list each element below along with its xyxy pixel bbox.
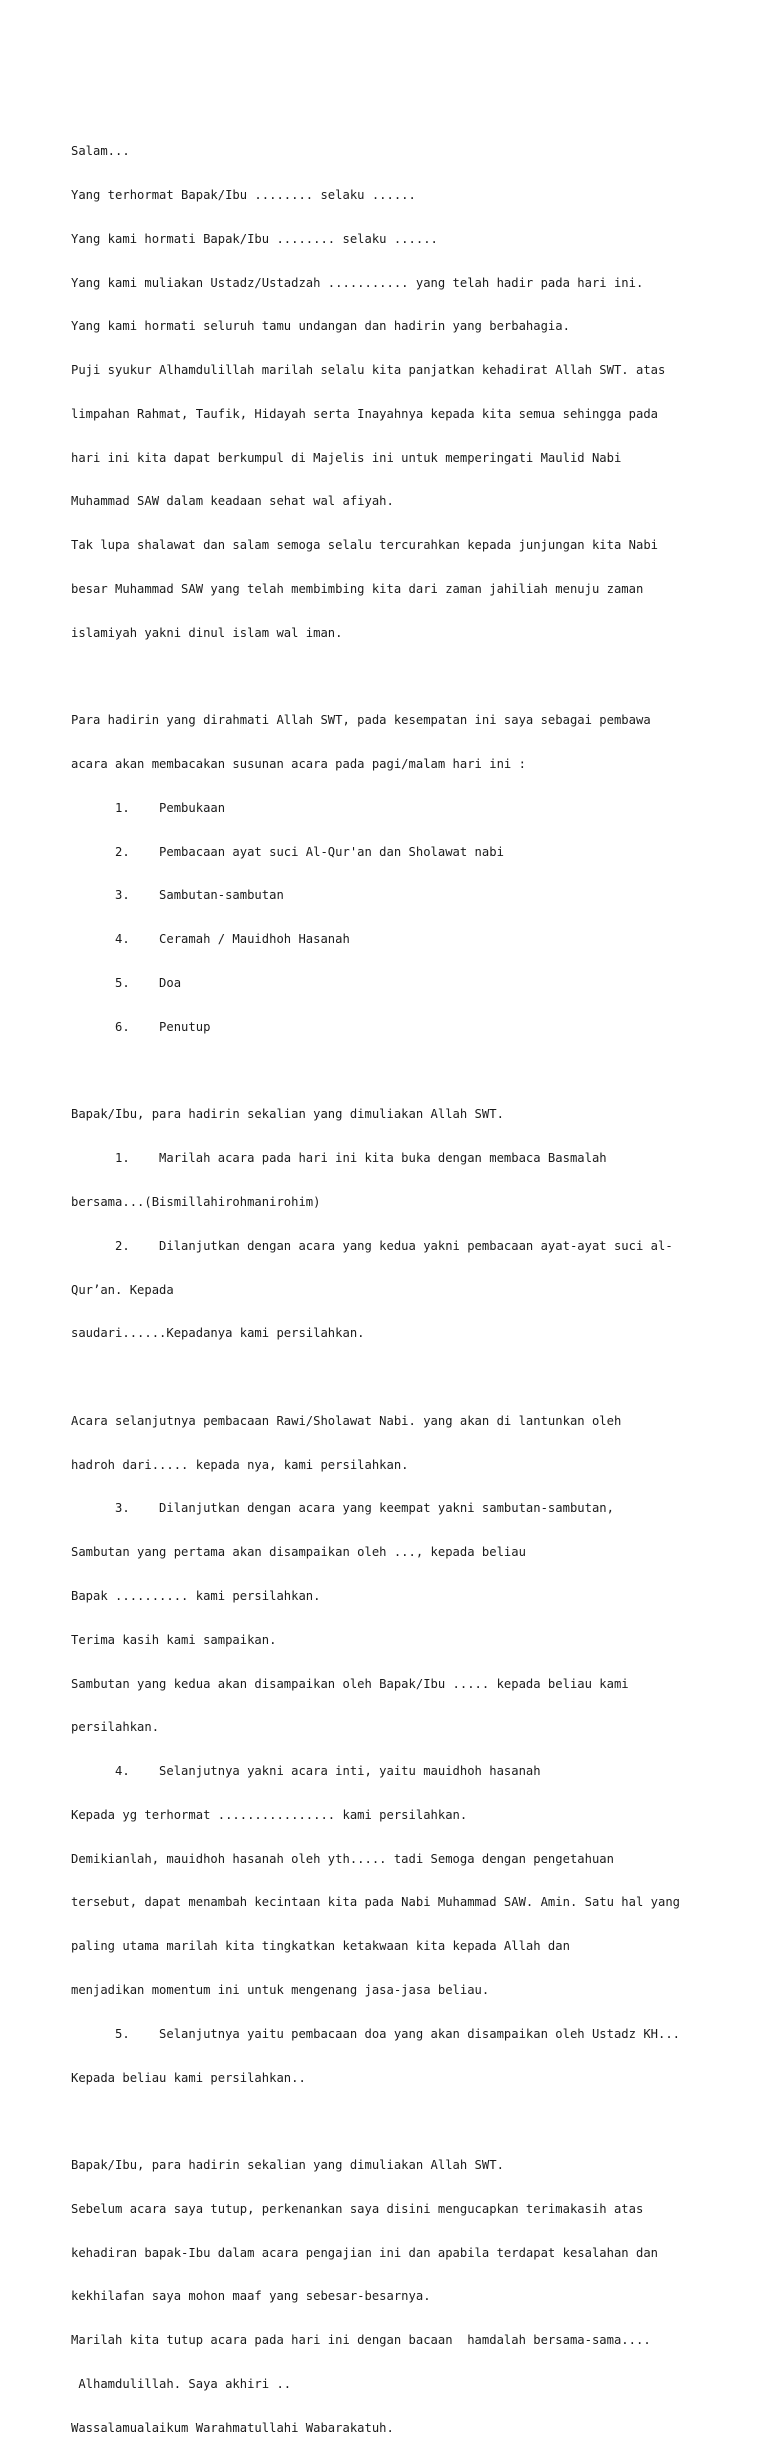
doc-line: Kepada beliau kami persilahkan..: [71, 2070, 306, 2085]
doc-line: persilahkan.: [71, 1720, 160, 1735]
doc-line: Sambutan yang kedua akan disampaikan oleh Bapak/Ibu ..... kepada beliau kami: [71, 1676, 629, 1691]
doc-line: Acara selanjutnya pembacaan Rawi/Sholawat Nabi. yang akan di lantunkan oleh: [71, 1413, 622, 1428]
doc-line: 2. Dilanjutkan dengan acara yang kedua yakni pembacaan ayat-ayat suci al-: [71, 1238, 673, 1253]
doc-line: islamiyah yakni dinul islam wal iman.: [71, 625, 343, 640]
doc-line: 5. Selanjutnya yaitu pembacaan doa yang akan disampaikan oleh Ustadz KH...: [71, 2026, 681, 2041]
doc-line: Sambutan yang pertama akan disampaikan oleh ..., kepada beliau: [71, 1545, 526, 1560]
doc-line: Qur’an. Kepada: [71, 1282, 174, 1297]
agenda-item: 2. Pembacaan ayat suci Al-Qur'an dan Sholawat nabi: [71, 844, 504, 859]
doc-line: Bapak/Ibu, para hadirin sekalian yang dimuliakan Allah SWT.: [71, 2158, 504, 2173]
doc-line: Alhamdulillah. Saya akhiri ..: [71, 2377, 292, 2392]
doc-line: Muhammad SAW dalam keadaan sehat wal afiyah.: [71, 494, 394, 509]
blank-line: [71, 670, 711, 685]
blank-line: [71, 2114, 711, 2129]
agenda-item: 4. Ceramah / Mauidhoh Hasanah: [71, 932, 350, 947]
doc-line: Wassalamualaikum Warahmatullahi Wabarakatuh.: [71, 2420, 394, 2435]
doc-line: limpahan Rahmat, Taufik, Hidayah serta Inayahnya kepada kita semua sehingga pada: [71, 406, 658, 421]
blank-line: [71, 1370, 711, 1385]
agenda-item: 1. Pembukaan: [71, 800, 226, 815]
doc-line: Yang kami muliakan Ustadz/Ustadzah ........... yang telah hadir pada hari ini.: [71, 275, 644, 290]
doc-line: Tak lupa shalawat dan salam semoga selalu tercurahkan kepada junjungan kita Nabi: [71, 538, 658, 553]
blank-line: [71, 1064, 711, 1079]
doc-line: Yang terhormat Bapak/Ibu ........ selaku ......: [71, 187, 416, 202]
agenda-item: 6. Penutup: [71, 1019, 211, 1034]
doc-line: 3. Dilanjutkan dengan acara yang keempat yakni sambutan-sambutan,: [71, 1501, 614, 1516]
doc-line: kehadiran bapak-Ibu dalam acara pengajian ini dan apabila terdapat kesalahan dan: [71, 2245, 658, 2260]
doc-line: Sebelum acara saya tutup, perkenankan saya disini mengucapkan terimakasih atas: [71, 2201, 644, 2216]
doc-line: hari ini kita dapat berkumpul di Majelis ini untuk memperingati Maulid Nabi: [71, 450, 622, 465]
doc-line: kekhilafan saya mohon maaf yang sebesar-besarnya.: [71, 2289, 431, 2304]
doc-line: Yang kami hormati Bapak/Ibu ........ selaku ......: [71, 231, 438, 246]
doc-line: 4. Selanjutnya yakni acara inti, yaitu mauidhoh hasanah: [71, 1764, 541, 1779]
doc-line: Bapak/Ibu, para hadirin sekalian yang dimuliakan Allah SWT.: [71, 1107, 504, 1122]
doc-line: Marilah kita tutup acara pada hari ini dengan bacaan hamdalah bersama-sama....: [71, 2333, 651, 2348]
doc-line: Puji syukur Alhamdulillah marilah selalu kita panjatkan kehadirat Allah SWT. atas: [71, 363, 666, 378]
doc-line: Terima kasih kami sampaikan.: [71, 1632, 277, 1647]
doc-line: Bapak .......... kami persilahkan.: [71, 1588, 321, 1603]
doc-line: acara akan membacakan susunan acara pada pagi/malam hari ini :: [71, 757, 526, 772]
doc-line: Salam...: [71, 144, 130, 159]
doc-line: besar Muhammad SAW yang telah membimbing kita dari zaman jahiliah menuju zaman: [71, 582, 644, 596]
doc-line: Para hadirin yang dirahmati Allah SWT, pada kesempatan ini saya sebagai pembawa: [71, 713, 651, 728]
doc-line: Kepada yg terhormat ................ kami persilahkan.: [71, 1807, 468, 1822]
doc-line: Demikianlah, mauidhoh hasanah oleh yth..... tadi Semoga dengan pengetahuan: [71, 1851, 614, 1866]
agenda-item: 3. Sambutan-sambutan: [71, 888, 284, 903]
document-page: [71, 115, 711, 2450]
agenda-item: 5. Doa: [71, 976, 182, 991]
doc-line: Yang kami hormati seluruh tamu undangan dan hadirin yang berbahagia.: [71, 319, 570, 334]
doc-line: paling utama marilah kita tingkatkan ketakwaan kita kepada Allah dan: [71, 1939, 570, 1954]
doc-line: tersebut, dapat menambah kecintaan kita pada Nabi Muhammad SAW. Amin. Satu hal yang: [71, 1895, 681, 1910]
doc-line: saudari......Kepadanya kami persilahkan.: [71, 1326, 365, 1341]
doc-line: 1. Marilah acara pada hari ini kita buka dengan membaca Basmalah: [71, 1151, 607, 1166]
doc-line: bersama...(Bismillahirohmanirohim): [71, 1194, 321, 1209]
doc-line: hadroh dari..... kepada nya, kami persilahkan.: [71, 1457, 409, 1472]
doc-line: menjadikan momentum ini untuk mengenang jasa-jasa beliau.: [71, 1983, 490, 1997]
